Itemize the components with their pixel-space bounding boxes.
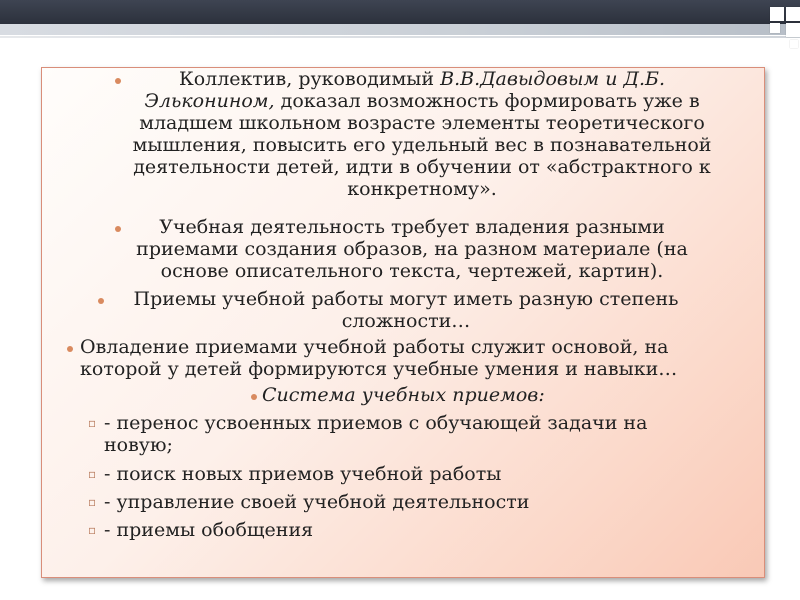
paragraph-3-line-1: Приемы учебной работы могут иметь разную степень xyxy=(133,288,679,310)
paragraph-2-line-3: основе описательного текста, чертежей, картин). xyxy=(160,260,664,282)
bullet-dot xyxy=(251,394,257,400)
sub-bullet-icon: ▫ xyxy=(88,467,97,481)
sub-bullet-icon: ▫ xyxy=(88,495,97,509)
sub-item-4-line-1: - приемы обобщения xyxy=(104,519,314,541)
paragraph-1 xyxy=(122,68,722,200)
decoration-square xyxy=(786,7,800,21)
sub-item-2 xyxy=(104,463,744,485)
paragraph-1-line-5: деятельности детей, идти в обучении от «абстрактного к xyxy=(133,156,711,178)
sub-item-3-line-1: - управление своей учебной деятельности xyxy=(104,491,530,513)
slide-header-stripe xyxy=(0,24,800,35)
bullet-dot xyxy=(115,226,121,232)
paragraph-1-line-1: Коллектив, руководимый В.В.Давыдовым и Д.Б. xyxy=(178,68,665,90)
paragraph-2-line-1: Учебная деятельность требует владения разными xyxy=(159,216,665,238)
paragraph-4 xyxy=(80,336,760,380)
sub-item-1-line-2: новую; xyxy=(104,434,173,456)
paragraph-3 xyxy=(106,288,706,332)
decoration-square xyxy=(770,7,784,21)
sub-item-1-line-1: - перенос усвоенных приемов с обучающей задачи на xyxy=(104,412,648,434)
paragraph-1-line-3: младшем школьном возрасте элементы теоретического xyxy=(139,112,705,134)
bullet-dot xyxy=(115,78,121,84)
bullet-dot xyxy=(98,298,104,304)
slide-content-box xyxy=(41,67,765,578)
slide-header-line xyxy=(0,36,800,38)
paragraph-1-line-2: Эльконином, доказал возможность формировать уже в xyxy=(144,90,700,112)
corner-squares-decoration xyxy=(730,0,800,60)
sub-bullet-icon: ▫ xyxy=(88,416,97,430)
sub-item-2-line-1: - поиск новых приемов учебной работы xyxy=(104,463,502,485)
decoration-square xyxy=(786,23,800,37)
sub-bullet-icon: ▫ xyxy=(88,523,97,537)
sub-item-1 xyxy=(104,412,744,456)
paragraph-4-line-2: которой у детей формируются учебные умения и навыки… xyxy=(80,358,678,380)
paragraph-1-line-6: конкретному». xyxy=(347,178,497,200)
bullet-dot xyxy=(67,346,73,352)
paragraph-3-line-2: сложности… xyxy=(341,310,471,332)
sub-item-3 xyxy=(104,491,744,513)
slide-top-bar xyxy=(0,0,800,24)
decoration-square xyxy=(790,40,798,48)
paragraph-4-line-1: Овладение приемами учебной работы служит основой, на xyxy=(80,336,669,358)
decoration-square xyxy=(770,23,780,33)
paragraph-2 xyxy=(122,216,702,282)
paragraph-2-line-2: приемами создания образов, на разном материале (на xyxy=(136,238,688,260)
sub-item-4 xyxy=(104,519,744,541)
paragraph-1-line-4: мышления, повысить его удельный вес в познавательной xyxy=(132,134,712,156)
system-heading: Система учебных приемов: xyxy=(262,384,545,406)
